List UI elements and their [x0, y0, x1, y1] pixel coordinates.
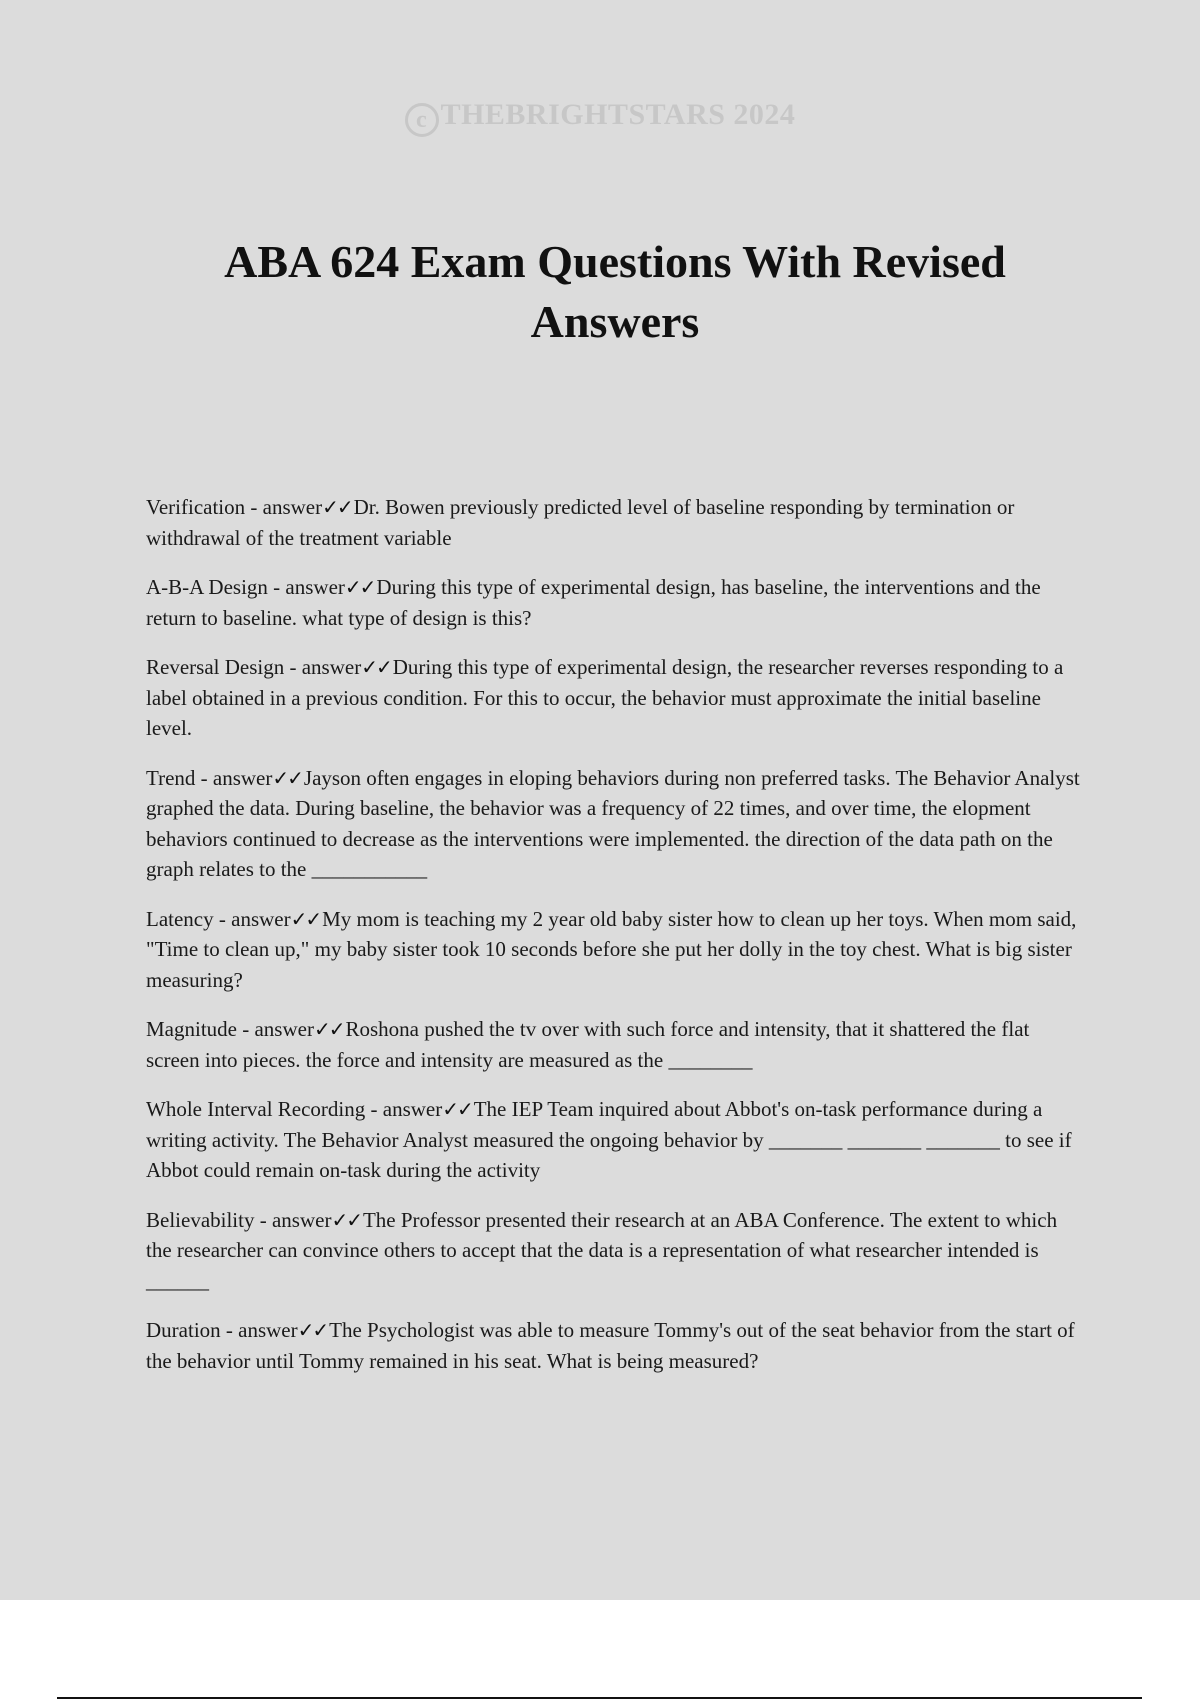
double-check-icon: ✓✓	[272, 765, 302, 790]
copyright-watermark	[0, 98, 1200, 137]
double-check-icon: ✓✓	[331, 1207, 361, 1232]
document-title	[150, 232, 1080, 352]
qa-item	[146, 763, 1086, 885]
qa-item	[146, 1315, 1086, 1376]
qa-term: Reversal Design	[146, 655, 285, 679]
qa-text: The Psychologist was able to measure Tommy's out of the seat behavior from the start of the behavior until Tommy remained in his seat. What is being measured?	[146, 1318, 1075, 1373]
document-title-line-2: Answers	[530, 296, 700, 347]
qa-separator: - answer	[245, 495, 323, 519]
qa-separator: - answer	[365, 1097, 443, 1121]
qa-text: Dr. Bowen previously predicted level of baseline responding by termination or withdrawal of the treatment variable	[146, 495, 1015, 550]
double-check-icon: ✓✓	[442, 1097, 472, 1121]
qa-text: The Professor presented their research at an ABA Conference. The extent to which the researcher can convince others to accept that the data is a representation of what researcher intended is ______	[146, 1207, 1058, 1293]
qa-item	[146, 904, 1086, 996]
qa-item	[146, 1014, 1086, 1075]
double-check-icon: ✓✓	[344, 575, 375, 599]
qa-term: Verification	[146, 495, 246, 519]
qa-separator: - answer	[254, 1207, 332, 1232]
double-check-icon: ✓✓	[361, 655, 391, 679]
qa-item	[146, 1094, 1086, 1186]
qa-term: Whole Interval Recording	[146, 1097, 366, 1121]
double-check-icon: ✓✓	[322, 495, 352, 519]
qa-text: Jayson often engages in eloping behaviors during non preferred tasks. The Behavior Analyst graphed the data. During baseline, the behavior was a frequency of 22 times, and over time, the elopment behaviors continued to decrease as the interventions were implemented. the direction of the data path on the graph relates to the ___________	[146, 765, 1080, 881]
qa-list	[146, 492, 1086, 1395]
qa-separator: - answer	[236, 1017, 314, 1041]
double-check-icon: ✓✓	[313, 1017, 344, 1041]
qa-item	[146, 492, 1086, 553]
qa-term: Trend	[146, 765, 196, 790]
qa-term: Duration	[146, 1318, 221, 1342]
qa-term: Believability	[146, 1207, 255, 1232]
qa-term: A-B-A Design	[146, 575, 268, 599]
document-title-line-1: ABA 624 Exam Questions With Revised	[224, 236, 1006, 287]
qa-text: Roshona pushed the tv over with such force and intensity, that it shattered the flat screen into pieces. the force and intensity are measured as the ________	[146, 1017, 1030, 1072]
qa-item	[146, 1205, 1086, 1297]
qa-separator: - answer	[213, 906, 291, 931]
qa-term: Magnitude	[146, 1017, 237, 1041]
qa-separator: - answer	[195, 765, 273, 790]
copyright-icon: c	[405, 103, 439, 137]
qa-item	[146, 652, 1086, 744]
qa-term: Latency	[146, 906, 214, 931]
watermark-text: THEBRIGHTSTARS 2024	[440, 98, 796, 131]
double-check-icon: ✓✓	[290, 906, 321, 931]
qa-separator: - answer	[267, 575, 345, 599]
double-check-icon: ✓✓	[297, 1318, 328, 1342]
qa-text: The IEP Team inquired about Abbot's on-task performance during a writing activity. The Behavior Analyst measured the ongoing behavior by _______ _______ _______ to see if Abbot could remain on-task during the activity	[146, 1097, 1072, 1182]
footer-divider	[57, 1697, 1142, 1699]
qa-item	[146, 572, 1086, 633]
qa-text: During this type of experimental design, the researcher reverses responding to a label obtained in a previous condition. For this to occur, the behavior must approximate the initial baseline level.	[146, 655, 1064, 740]
qa-text: During this type of experimental design, has baseline, the interventions and the return to baseline. what type of design is this?	[146, 575, 1041, 630]
qa-separator: - answer	[220, 1318, 298, 1342]
qa-text: My mom is teaching my 2 year old baby sister how to clean up her toys. When mom said, "Time to clean up," my baby sister took 10 seconds before she put her dolly in the toy chest. What is big sister measuring?	[146, 906, 1077, 992]
qa-separator: - answer	[284, 655, 362, 679]
